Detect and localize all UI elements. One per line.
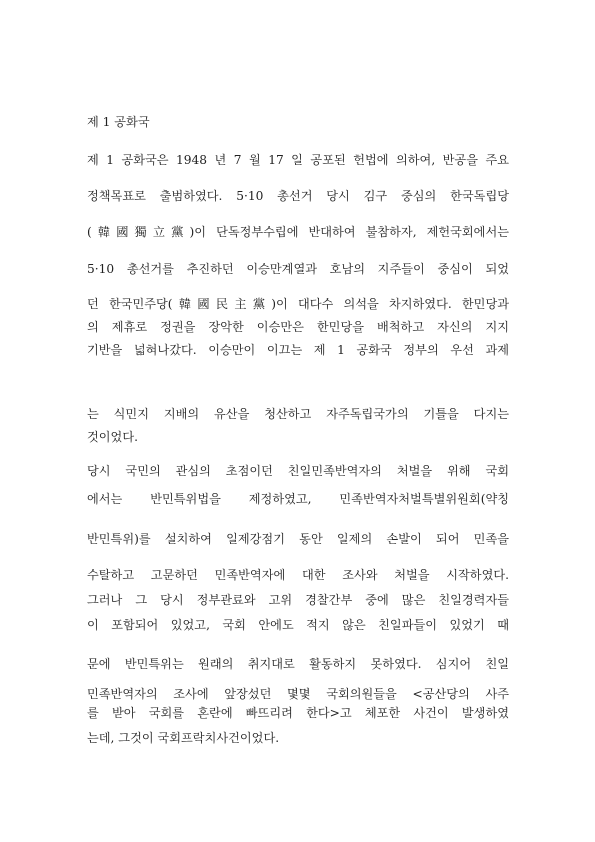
paragraph-1-line-5: 던 한국민주당(韓國民主黨)이 대다수 의석을 차지하였다. 한민당과 [87, 297, 509, 311]
paragraph-2-line-3: 반민특위)를 설치하여 일제강점기 동안 일제의 손발이 되어 민족을 [87, 532, 509, 546]
paragraph-2-line-2: 에서는 반민특위법을 제정하였고, 민족반역자처벌특별위원회(약칭 [87, 492, 509, 506]
paragraph-2-line-5: 그러나 그 당시 정부관료와 고위 경찰간부 중에 많은 친일경력자들 [87, 593, 509, 607]
paragraph-1-line-4: 5·10 총선거를 추진하던 이승만계열과 호남의 지주들이 중심이 되었 [87, 262, 509, 276]
section-heading: 제 1 공화국 [87, 115, 150, 129]
paragraph-1-line-2: 정책목표로 출범하였다. 5·10 총선거 당시 김구 중심의 한국독립당 [87, 189, 509, 203]
paragraph-2-line-9: 를 받아 국회를 혼란에 빠뜨리려 한다>고 체포한 사건이 발생하였 [87, 706, 509, 720]
paragraph-2-line-4: 수탈하고 고문하던 민족반역자에 대한 조사와 처벌을 시작하였다. [87, 568, 509, 582]
paragraph-2-line-10: 는데, 그것이 국회프락치사건이었다. [87, 731, 280, 745]
paragraph-1-line-7: 기반을 넓혀나갔다. 이승만이 이끄는 제 1 공화국 정부의 우선 과제 [87, 343, 509, 357]
paragraph-1-line-8: 는 식민지 지배의 유산을 청산하고 자주독립국가의 기틀을 다지는 [87, 407, 509, 421]
paragraph-2-line-8: 민족반역자의 조사에 앞장섰던 몇몇 국회의원들을 <공산당의 사주 [87, 687, 509, 701]
paragraph-2-line-1: 당시 국민의 관심의 초점이던 친일민족반역자의 처벌을 위해 국회 [87, 464, 509, 478]
paragraph-2-line-7: 문에 반민특위는 원래의 취지대로 활동하지 못하였다. 심지어 친일 [87, 657, 509, 671]
paragraph-1-line-3: (韓國獨立黨)이 단독정부수립에 반대하여 불참하자, 제헌국회에서는 [87, 225, 509, 239]
paragraph-2-line-6: 이 포함되어 있었고, 국회 안에도 적지 않은 친일파들이 있었기 때 [87, 618, 509, 632]
paragraph-1-line-1: 제 1 공화국은 1948 년 7 월 17 일 공포된 헌법에 의하여, 반공을 주요 [87, 153, 509, 167]
paragraph-1-line-9: 것이었다. [87, 430, 138, 444]
paragraph-1-line-6: 의 제휴로 정권을 장악한 이승만은 한민당을 배척하고 자신의 지지 [87, 320, 509, 334]
